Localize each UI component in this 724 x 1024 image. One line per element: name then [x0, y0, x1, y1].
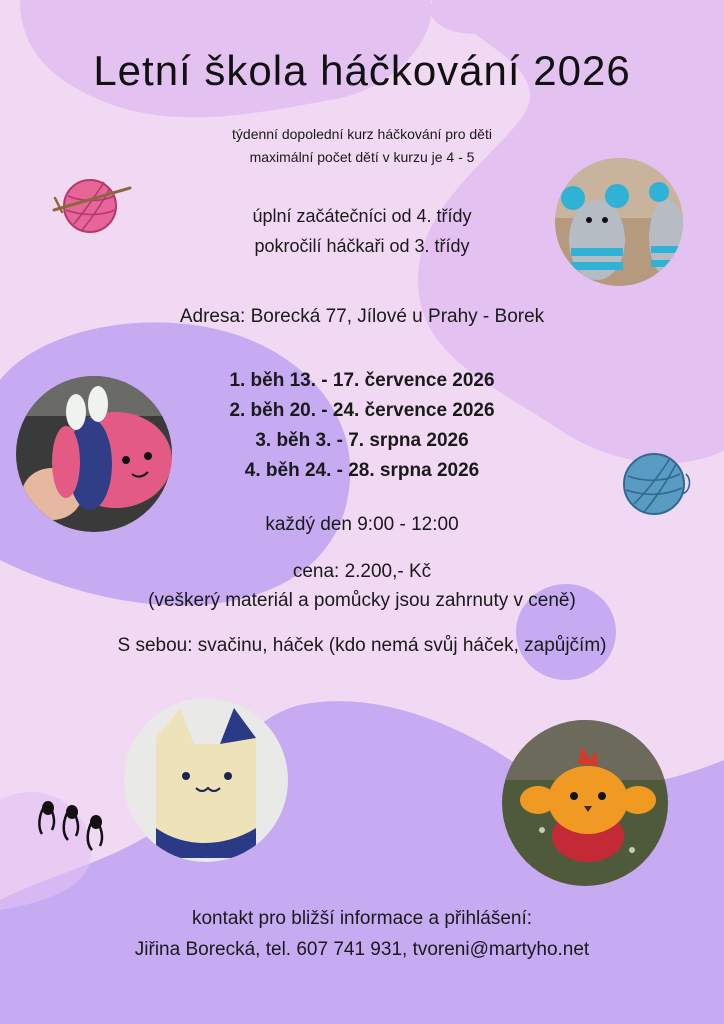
- stitch-markers-icon: [36, 798, 116, 868]
- crochet-chicken-photo: [502, 720, 668, 886]
- price-note: (veškerý materiál a pomůcky jsou zahrnuty v ceně): [148, 590, 576, 611]
- schedule-item: 3. běh 3. - 7. srpna 2026: [255, 430, 469, 451]
- price: cena: 2.200,- Kč: [292, 561, 432, 582]
- yarn-ball-with-hook-icon: [52, 172, 132, 242]
- level-beginners: úplní začátečníci od 4. třídy: [252, 206, 472, 226]
- schedule-item: 1. běh 13. - 17. července 2026: [229, 370, 495, 391]
- yarn-ball-icon: [620, 450, 700, 520]
- address: Adresa: Borecká 77, Jílové u Prahy - Borek: [179, 306, 545, 327]
- bring-list: S sebou: svačinu, háček (kdo nemá svůj háček, zapůjčím): [117, 635, 607, 656]
- crochet-bee-photo: [16, 376, 172, 532]
- level-advanced: pokročilí háčkaři od 3. třídy: [254, 236, 470, 256]
- schedule-item: 4. běh 24. - 28. srpna 2026: [244, 460, 480, 481]
- intro-line-1: týdenní dopolední kurz háčkování pro děti: [232, 126, 492, 142]
- intro-line-2: maximální počet dětí v kurzu je 4 - 5: [249, 149, 475, 165]
- crochet-mice-photo: [555, 158, 683, 286]
- crochet-cat-photo: [124, 698, 288, 862]
- schedule-item: 2. běh 20. - 24. července 2026: [229, 400, 495, 421]
- contact-details: Jiřina Borecká, tel. 607 741 931, tvoreni@martyho.net: [134, 939, 590, 960]
- daily-time: každý den 9:00 - 12:00: [265, 514, 459, 535]
- contact-heading: kontakt pro bližší informace a přihlášení:: [191, 908, 533, 929]
- page-title: Letní škola háčkování 2026: [93, 47, 631, 94]
